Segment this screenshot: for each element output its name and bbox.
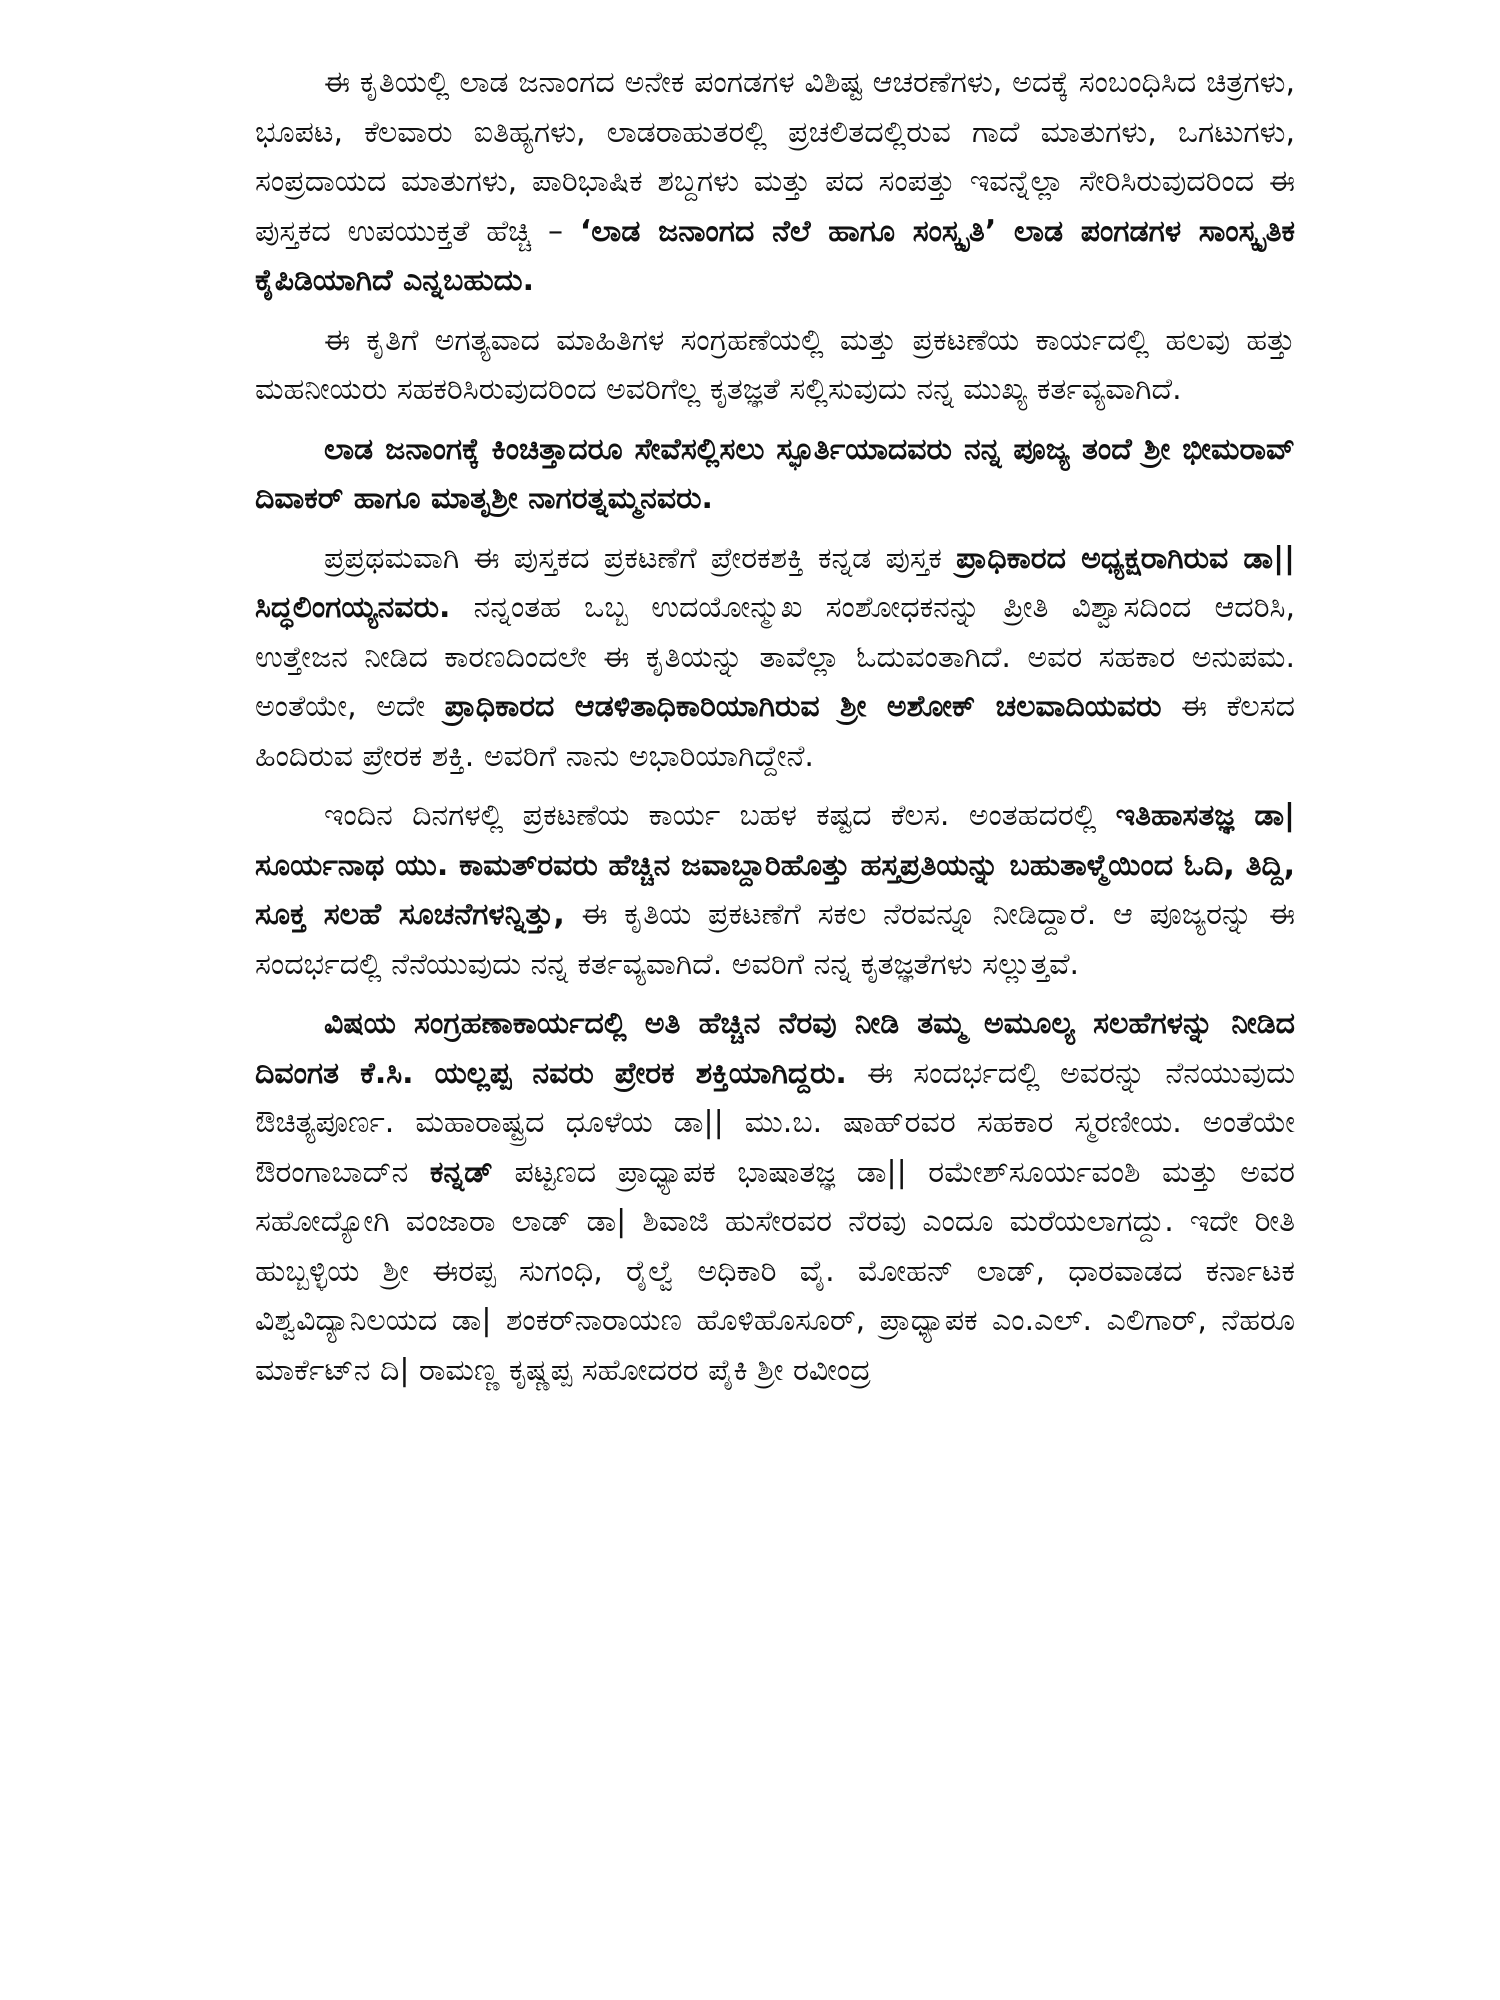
paragraph-6 xyxy=(255,999,1295,1395)
bold-text-segment: ಇತಿಹಾಸತಜ್ಞ ಡಾ| ಸೂರ್ಯನಾಥ ಯು. ಕಾಮತ್‌ರವರು ಹೆಚ್ಚಿನ ಜವಾಬ್ದಾರಿಹೊತ್ತು ಹಸ್ತಪ್ರತಿಯನ್ನು ಬಹುತಾಳ್ಮೆಯಿಂದ ಓದಿ, ತಿದ್ದಿ, ಸೂಕ್ತ ಸಲಹೆ ಸೂಚನೆಗಳನ್ನಿತ್ತು, xyxy=(255,798,1295,932)
text-segment: ಈ ಕೆಲಸದ ಹಿಂದಿರುವ ಪ್ರೇರಕ ಶಕ್ತಿ. ಅವರಿಗೆ ನಾನು ಅಭಾರಿಯಾಗಿದ್ದೇನೆ. xyxy=(255,689,1295,774)
text-segment: ಈ ಕೃತಿಯಲ್ಲಿ ಲಾಡ ಜನಾಂಗದ ಅನೇಕ ಪಂಗಡಗಳ ವಿಶಿಷ್ಟ ಆಚರಣೆಗಳು, ಅದಕ್ಕೆ ಸಂಬಂಧಿಸಿದ ಚಿತ್ರಗಳು, ಭೂಪಟ, ಕೆಲವಾರು ಐತಿಹ್ಯಗಳು, ಲಾಡರಾಹುತರಲ್ಲಿ ಪ್ರಚಲಿತದಲ್ಲಿರುವ ಗಾದೆ ಮಾತುಗಳು, ಒಗಟುಗಳು, ಸಂಪ್ರದಾಯದ ಮಾತುಗಳು, ಪಾರಿಭಾಷಿಕ ಶಬ್ದಗಳು ಮತ್ತು ಪದ ಸಂಪತ್ತು ಇವನ್ನೆಲ್ಲಾ ಸೇರಿಸಿರುವುದರಿಂದ ಈ ಪುಸ್ತಕದ ಉಪಯುಕ್ತತೆ ಹೆಚ್ಚಿ – xyxy=(255,65,1295,249)
bold-text-segment: ಕನ್ನಡ್ xyxy=(429,1154,493,1190)
text-column xyxy=(255,58,1295,1405)
bold-text-segment: ‘ಲಾಡ ಜನಾಂಗದ ನೆಲೆ ಹಾಗೂ ಸಂಸ್ಕೃತಿ’ ಲಾಡ ಪಂಗಡಗಳ ಸಾಂಸ್ಕೃತಿಕ ಕೈಪಿಡಿಯಾಗಿದೆ ಎನ್ನಬಹುದು. xyxy=(255,213,1296,298)
text-segment: ಈ ಕೃತಿಗೆ ಅಗತ್ಯವಾದ ಮಾಹಿತಿಗಳ ಸಂಗ್ರಹಣೆಯಲ್ಲಿ ಮತ್ತು ಪ್ರಕಟಣೆಯ ಕಾರ್ಯದಲ್ಲಿ ಹಲವು ಹತ್ತು ಮಹನೀಯರು ಸಹಕರಿಸಿರುವುದರಿಂದ ಅವರಿಗೆಲ್ಲ ಕೃತಜ್ಞತೆ ಸಲ್ಲಿಸುವುದು ನನ್ನ ಮುಖ್ಯ ಕರ್ತವ್ಯವಾಗಿದೆ. xyxy=(255,322,1295,407)
paragraph-3 xyxy=(255,425,1295,524)
bold-text-segment: ವಿಷಯ ಸಂಗ್ರಹಣಾಕಾರ್ಯದಲ್ಲಿ ಅತಿ ಹೆಚ್ಚಿನ ನೆರವು ನೀಡಿ ತಮ್ಮ ಅಮೂಲ್ಯ ಸಲಹೆಗಳನ್ನು ನೀಡಿದ ದಿವಂಗತ ಕೆ.ಸಿ. ಯಲ್ಲಪ್ಪ ನವರು ಪ್ರೇರಕ ಶಕ್ತಿಯಾಗಿದ್ದರು. xyxy=(255,1006,1295,1091)
text-segment: ಈ ಕೃತಿಯ ಪ್ರಕಟಣೆಗೆ ಸಕಲ ನೆರವನ್ನೂ ನೀಡಿದ್ದಾರೆ. ಆ ಪೂಜ್ಯರನ್ನು ಈ ಸಂದರ್ಭದಲ್ಲಿ ನೆನೆಯುವುದು ನನ್ನ ಕರ್ತವ್ಯವಾಗಿದೆ. ಅವರಿಗೆ ನನ್ನ ಕೃತಜ್ಞತೆಗಳು ಸಲ್ಲುತ್ತವೆ. xyxy=(255,897,1295,982)
text-segment: ಪಟ್ಟಣದ ಪ್ರಾಧ್ಯಾಪಕ ಭಾಷಾತಜ್ಞ ಡಾ|| ರಮೇಶ್‌ಸೂರ್ಯವಂಶಿ ಮತ್ತು ಅವರ ಸಹೋದ್ಯೋಗಿ ವಂಜಾರಾ ಲಾಡ್ ಡಾ| ಶಿವಾಜಿ ಹುಸೇರವರ ನೆರವು ಎಂದೂ ಮರೆಯಲಾಗದ್ದು. ಇದೇ ರೀತಿ ಹುಬ್ಬಳ್ಳಿಯ ಶ್ರೀ ಈರಪ್ಪ ಸುಗಂಧಿ, ರೈಲ್ವೆ ಅಧಿಕಾರಿ ವೈ. ಮೋಹನ್ ಲಾಡ್, ಧಾರವಾಡದ ಕರ್ನಾಟಕ ವಿಶ್ವವಿದ್ಯಾನಿಲಯದ ಡಾ| ಶಂಕರ್‌ನಾರಾಯಣ ಹೊಳಿಹೊಸೂರ್, ಪ್ರಾಧ್ಯಾಪಕ ಎಂ.ಎಲ್. ಎಲಿಗಾರ್, ನೆಹರೂ ಮಾರ್ಕೆಟ್‌ನ ದಿ| ರಾಮಣ್ಣ ಕೃಷ್ಣಪ್ಪ ಸಹೋದರರ ಪೈಕಿ ಶ್ರೀ ರವೀಂದ್ರ xyxy=(255,1154,1296,1388)
paragraph-4 xyxy=(255,534,1295,782)
text-segment: ಇಂದಿನ ದಿನಗಳಲ್ಲಿ ಪ್ರಕಟಣೆಯ ಕಾರ್ಯ ಬಹಳ ಕಷ್ಟದ ಕೆಲಸ. ಅಂತಹದರಲ್ಲಿ xyxy=(324,798,1116,833)
text-segment: ನನ್ನಂತಹ ಒಬ್ಬ ಉದಯೋನ್ಮುಖ ಸಂಶೋಧಕನನ್ನು ಪ್ರೀತಿ ವಿಶ್ವಾಸದಿಂದ ಆದರಿಸಿ, ಉತ್ತೇಜನ ನೀಡಿದ ಕಾರಣದಿಂದಲೇ ಈ ಕೃತಿಯನ್ನು ತಾವೆಲ್ಲಾ ಓದುವಂತಾಗಿದೆ. ಅವರ ಸಹಕಾರ ಅನುಪಮ. ಅಂತೆಯೇ, ಅದೇ xyxy=(255,590,1295,724)
bold-text-segment: ಪ್ರಾಧಿಕಾರದ ಆಡಳಿತಾಧಿಕಾರಿಯಾಗಿರುವ ಶ್ರೀ ಅಶೋಕ್ ಚಲವಾದಿಯವರು xyxy=(444,689,1162,724)
bold-text-segment: ಪ್ರಾಧಿಕಾರದ ಅಧ್ಯಕ್ಷರಾಗಿರುವ ಡಾ|| ಸಿದ್ಧಲಿಂಗಯ್ಯನವರು. xyxy=(255,540,1295,625)
paragraph-1 xyxy=(255,58,1295,306)
paragraph-2 xyxy=(255,316,1295,415)
bold-text-segment: ಲಾಡ ಜನಾಂಗಕ್ಕೆ ಕಿಂಚಿತ್ತಾದರೂ ಸೇವೆಸಲ್ಲಿಸಲು ಸ್ಫೂರ್ತಿಯಾದವರು ನನ್ನ ಪೂಜ್ಯ ತಂದೆ ಶ್ರೀ ಭೀಮರಾವ್ ದಿವಾಕರ್ ಹಾಗೂ ಮಾತೃಶ್ರೀ ನಾಗರತ್ನಮ್ಮನವರು. xyxy=(255,431,1295,516)
paragraph-5 xyxy=(255,791,1295,989)
text-segment: ಈ ಸಂದರ್ಭದಲ್ಲಿ ಅವರನ್ನು ನೆನಯುವುದು ಔಚಿತ್ಯಪೂರ್ಣ. ಮಹಾರಾಷ್ಟ್ರದ ಧೂಳೆಯ ಡಾ|| ಮು.ಬ. ಷಾಹ್‌ರವರ ಸಹಕಾರ ಸ್ಮರಣೀಯ. ಅಂತೆಯೇ ಔರಂಗಾಬಾದ್‌ನ xyxy=(255,1055,1295,1190)
text-segment: ಪ್ರಪ್ರಥಮವಾಗಿ ಈ ಪುಸ್ತಕದ ಪ್ರಕಟಣೆಗೆ ಪ್ರೇರಕಶಕ್ತಿ ಕನ್ನಡ ಪುಸ್ತಕ xyxy=(324,540,957,576)
